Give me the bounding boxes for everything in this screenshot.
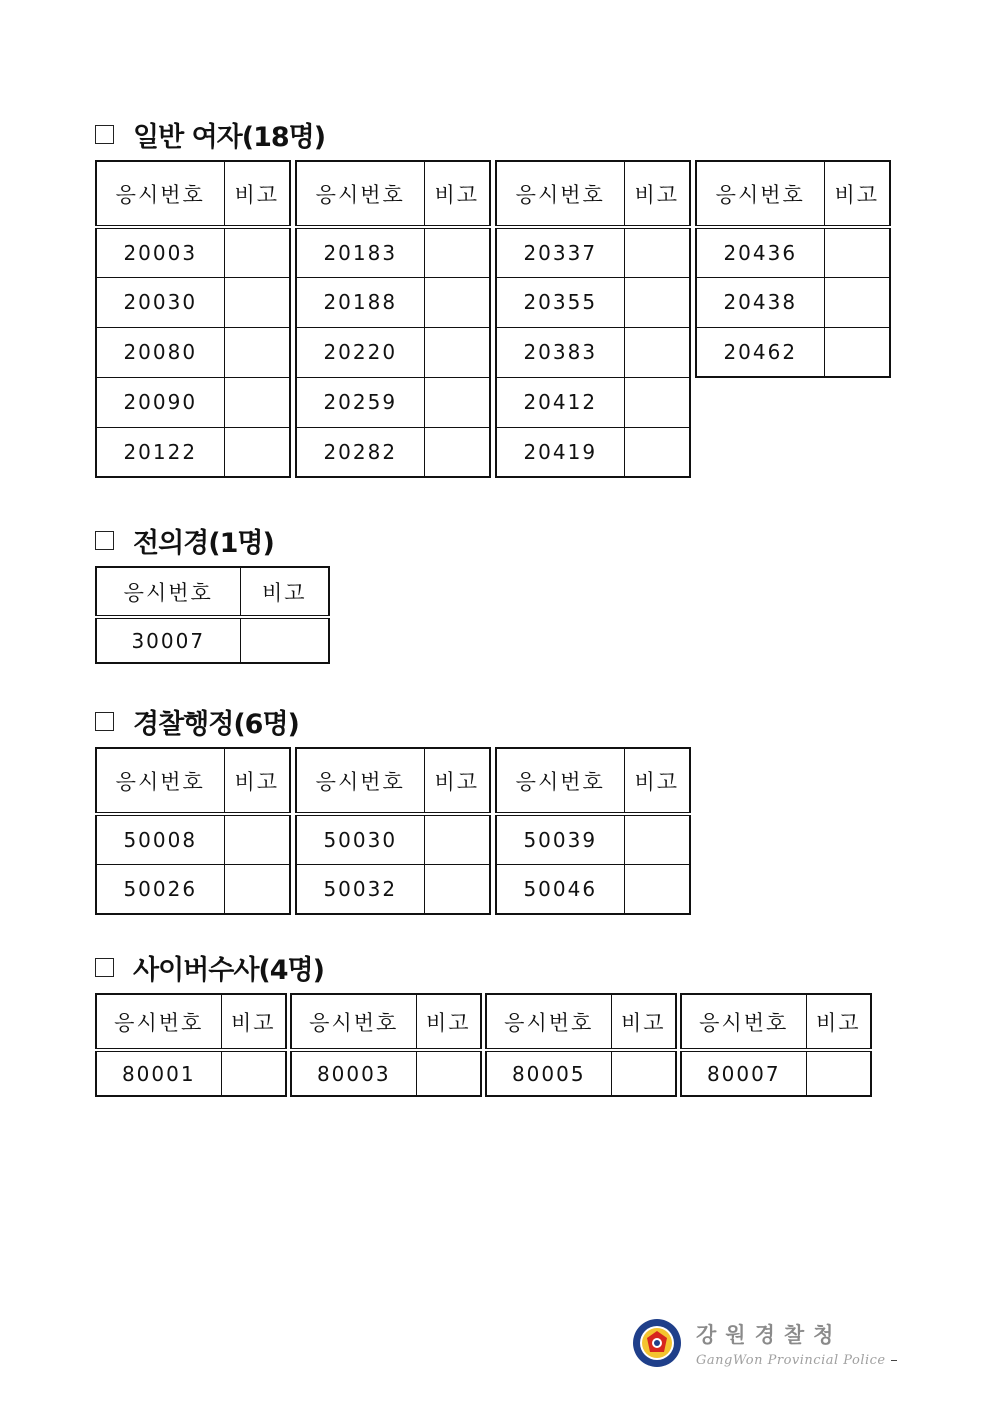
header-number: 응시번호: [496, 748, 624, 814]
police-emblem-icon: [632, 1318, 682, 1368]
results-table: [95, 747, 291, 915]
section-title: 일반 여자(18명): [95, 114, 891, 154]
results-table: [295, 747, 491, 915]
header-note: 비고: [424, 161, 490, 227]
table-row: 20436: [696, 227, 890, 277]
table-group: [95, 747, 691, 915]
gangwon-police-logo: [632, 1318, 886, 1368]
header-note: 비고: [224, 748, 290, 814]
header-note: 비고: [806, 994, 871, 1050]
table-row: 20383: [496, 327, 690, 377]
table-row: 20412: [496, 377, 690, 427]
table-row: 30007: [96, 617, 329, 663]
header-number: 응시번호: [496, 161, 624, 227]
results-table: [295, 160, 491, 478]
table-row: 20282: [296, 427, 490, 477]
table-group: [95, 566, 330, 664]
header-number: 응시번호: [696, 161, 824, 227]
results-table: [695, 160, 891, 378]
logo-text: [696, 1319, 886, 1368]
header-note: 비고: [424, 748, 490, 814]
table-row: 80003: [291, 1050, 481, 1096]
section-cyber-investigation: [95, 947, 872, 1097]
table-row: 20438: [696, 277, 890, 327]
table-row: 50032: [296, 864, 490, 914]
header-number: 응시번호: [681, 994, 806, 1050]
results-table: [95, 566, 330, 664]
results-table: [495, 747, 691, 915]
section-title: 전의경(1명): [95, 520, 330, 560]
header-note: 비고: [240, 567, 329, 617]
table-row: 20220: [296, 327, 490, 377]
checkbox-square-icon: [95, 125, 114, 144]
table-row: 20355: [496, 277, 690, 327]
header-number: 응시번호: [96, 161, 224, 227]
table-row: 20259: [296, 377, 490, 427]
table-row: 20003: [96, 227, 290, 277]
table-row: 50039: [496, 814, 690, 864]
section-general-female: [95, 114, 891, 478]
header-number: 응시번호: [291, 994, 416, 1050]
header-number: 응시번호: [96, 567, 240, 617]
header-note: 비고: [221, 994, 286, 1050]
results-table: [95, 160, 291, 478]
logo-english-name: GangWon Provincial Police: [696, 1352, 886, 1368]
table-row: 20030: [96, 277, 290, 327]
header-note: 비고: [224, 161, 290, 227]
header-number: 응시번호: [96, 994, 221, 1050]
table-row: 20080: [96, 327, 290, 377]
table-row: 50008: [96, 814, 290, 864]
footer-dash: [891, 1360, 897, 1361]
table-row: 20122: [96, 427, 290, 477]
header-number: 응시번호: [296, 748, 424, 814]
results-table: [485, 993, 677, 1097]
header-note: 비고: [416, 994, 481, 1050]
header-note: 비고: [611, 994, 676, 1050]
header-number: 응시번호: [296, 161, 424, 227]
checkbox-square-icon: [95, 712, 114, 731]
section-title: 경찰행정(6명): [95, 701, 691, 741]
table-row: 50026: [96, 864, 290, 914]
table-row: 80001: [96, 1050, 286, 1096]
results-table: [495, 160, 691, 478]
table-group: [95, 160, 891, 478]
table-row: 20337: [496, 227, 690, 277]
results-table: [680, 993, 872, 1097]
header-note: 비고: [824, 161, 890, 227]
results-table: [95, 993, 287, 1097]
table-row: 50046: [496, 864, 690, 914]
section-police-administration: [95, 701, 691, 915]
section-title: 사이버수사(4명): [95, 947, 872, 987]
header-note: 비고: [624, 161, 690, 227]
table-row: 20462: [696, 327, 890, 377]
table-row: 80005: [486, 1050, 676, 1096]
table-row: 20090: [96, 377, 290, 427]
table-row: 50030: [296, 814, 490, 864]
checkbox-square-icon: [95, 531, 114, 550]
header-note: 비고: [624, 748, 690, 814]
table-group: [95, 993, 872, 1097]
logo-korean-name: 강원경찰청: [696, 1322, 843, 1347]
table-row: 20183: [296, 227, 490, 277]
table-row: 20419: [496, 427, 690, 477]
table-row: 80007: [681, 1050, 871, 1096]
section-conscript-police: [95, 520, 330, 664]
results-table: [290, 993, 482, 1097]
table-row: 20188: [296, 277, 490, 327]
header-number: 응시번호: [96, 748, 224, 814]
checkbox-square-icon: [95, 958, 114, 977]
header-number: 응시번호: [486, 994, 611, 1050]
